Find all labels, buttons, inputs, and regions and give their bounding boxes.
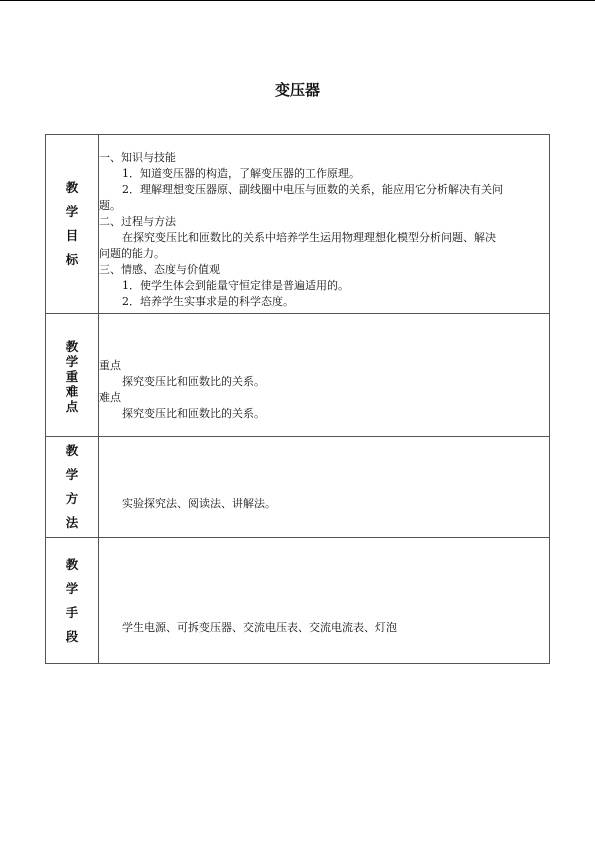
lesson-plan-table (45, 134, 550, 664)
list-item: 1．使学生体会到能量守恒定律是普遍适用的。 (122, 278, 349, 292)
row-label-means: 教 学 手 段 (65, 556, 79, 644)
label-cell-key-points (46, 314, 99, 437)
list-item: 2．培养学生实事求是的科学态度。 (122, 294, 294, 308)
paragraph-continuation: 问题的能力。 (99, 246, 165, 260)
content-cell-methods (99, 437, 550, 538)
label-cell-means (46, 538, 99, 664)
subheading-difficulty: 难点 (99, 391, 121, 404)
table-row-key-points (46, 314, 550, 437)
table-row-means (46, 538, 550, 664)
label-cell-objectives (46, 135, 99, 314)
label-cell-methods (46, 437, 99, 538)
list-item: 2．理解理想变压器原、副线圈中电压与匝数的关系，能应用它分析解决有关问 (122, 182, 503, 196)
document-title: 变压器 (274, 81, 320, 99)
row-label-objectives: 教 学 目 标 (65, 180, 79, 267)
means-text: 学生电源、可拆变压器、交流电压表、交流电流表、灯泡 (122, 621, 397, 634)
table-row-methods (46, 437, 550, 538)
content-cell-key-points (99, 314, 550, 437)
methods-text: 实验探究法、阅读法、讲解法。 (122, 497, 276, 510)
key-point-text: 探究变压比和匝数比的关系。 (122, 375, 265, 388)
list-item: 1．知道变压器的构造，了解变压器的工作原理。 (122, 166, 360, 180)
paragraph-text: 在探究变压比和匝数比的关系中培养学生运用物理理想化模型分析问题、解决 (122, 230, 496, 244)
row-label-key-points: 教 学 重 难 点 (65, 339, 79, 414)
content-cell-means (99, 538, 550, 664)
subheading-key-point: 重点 (99, 359, 121, 372)
section-heading: 一、知识与技能 (99, 150, 176, 164)
table-row-objectives (46, 135, 550, 314)
section-heading: 三、情感、态度与价值观 (99, 262, 220, 276)
row-label-methods: 教 学 方 法 (65, 443, 79, 530)
section-heading: 二、过程与方法 (99, 214, 176, 228)
top-rule (0, 0, 595, 1)
content-cell-objectives (99, 135, 550, 314)
list-item-continuation: 题。 (99, 198, 121, 212)
difficulty-text: 探究变压比和匝数比的关系。 (122, 407, 265, 420)
